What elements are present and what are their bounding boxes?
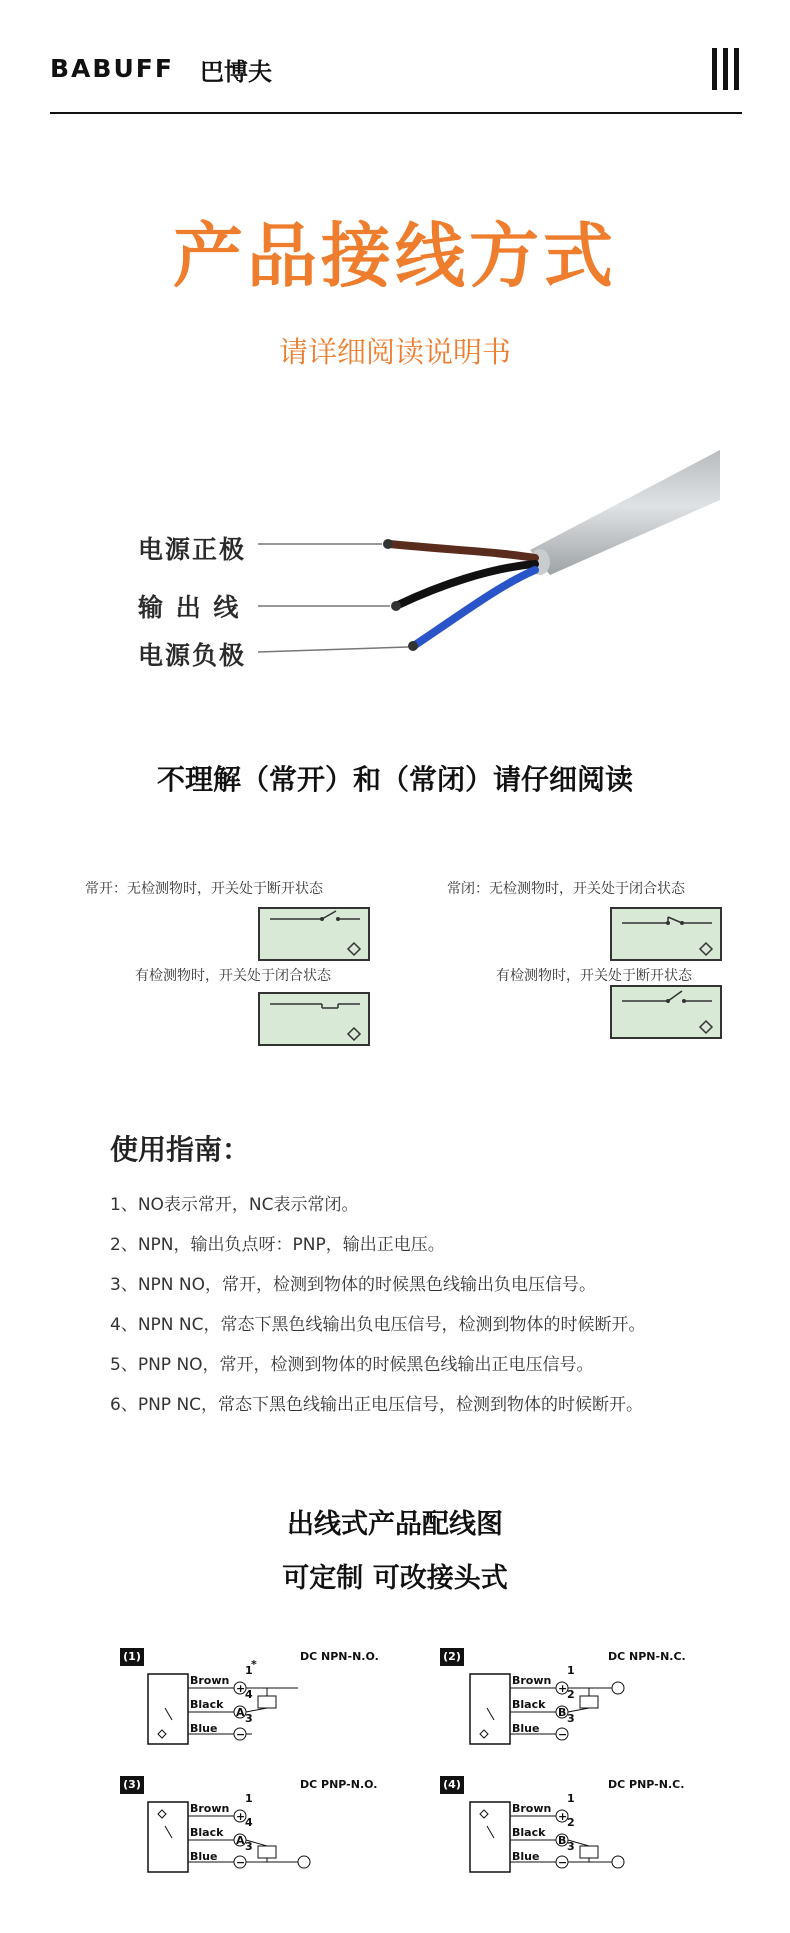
header-divider bbox=[50, 112, 742, 114]
wire-label-negative: 电源负极 bbox=[138, 641, 247, 670]
terminal-symbol: + bbox=[236, 1810, 246, 1823]
diagram-3-number: (3) bbox=[120, 1776, 144, 1794]
page-subtitle: 请详细阅读说明书 bbox=[278, 335, 511, 369]
guide-item: 2、NPN，输出负点呀：PNP，输出正电压。 bbox=[110, 1235, 445, 1255]
terminal-symbol: B bbox=[558, 1834, 567, 1847]
wire-black-label: Black bbox=[512, 1826, 546, 1839]
pin-2: 2 bbox=[567, 1688, 575, 1701]
wire-blue-label: Blue bbox=[190, 1722, 218, 1735]
no-nc-heading: 不理解（常开）和（常闭）请仔细阅读 bbox=[156, 763, 633, 796]
menu-icon[interactable] bbox=[712, 48, 740, 90]
no-switch-open-box bbox=[258, 907, 370, 961]
diagram-2-number: (2) bbox=[440, 1648, 464, 1666]
wire-blue-label: Blue bbox=[512, 1850, 540, 1863]
pin-1: 1 bbox=[567, 1792, 575, 1805]
wire-blue-label: Blue bbox=[512, 1722, 540, 1735]
wire-brown-label: Brown bbox=[190, 1674, 230, 1687]
terminal-symbol: − bbox=[558, 1728, 568, 1741]
brand-chinese-name: 巴博夫 bbox=[200, 58, 272, 86]
pin-1: 1 bbox=[245, 1664, 253, 1677]
diagram-3-label: DC PNP-N.O. bbox=[300, 1778, 378, 1791]
wiring-subtitle: 可定制 可改接头式 bbox=[282, 1563, 508, 1594]
terminal-symbol: − bbox=[236, 1856, 246, 1869]
guide-item: 5、PNP NO，常开，检测到物体的时候黑色线输出正电压信号。 bbox=[110, 1355, 594, 1375]
pin-2: 2 bbox=[567, 1816, 575, 1829]
wire-label-positive: 电源正极 bbox=[138, 535, 247, 564]
wire-black-label: Black bbox=[190, 1826, 224, 1839]
nc-switch-open-box bbox=[610, 985, 722, 1039]
pin-2: 4 bbox=[245, 1688, 253, 1701]
terminal-symbol: A bbox=[236, 1706, 245, 1719]
diagram-4-label: DC PNP-N.C. bbox=[608, 1778, 685, 1791]
guide-item: 1、NO表示常开，NC表示常闭。 bbox=[110, 1195, 359, 1215]
usage-guide-title: 使用指南： bbox=[110, 1133, 251, 1166]
no-state-text-2: 有检测物时，开关处于闭合状态 bbox=[135, 968, 331, 984]
diagram-2-label: DC NPN-N.C. bbox=[608, 1650, 686, 1663]
pin-3: 3 bbox=[245, 1712, 253, 1725]
terminal-symbol: + bbox=[558, 1682, 568, 1695]
terminal-symbol: A bbox=[236, 1834, 245, 1847]
page-title: 产品接线方式 bbox=[173, 215, 617, 297]
diagram-4-number: (4) bbox=[440, 1776, 464, 1794]
wiring-title: 出线式产品配线图 bbox=[287, 1509, 503, 1540]
diagram-1-label: DC NPN-N.O. bbox=[300, 1650, 379, 1663]
no-switch-closed-box bbox=[258, 992, 370, 1046]
wire-brown-label: Brown bbox=[190, 1802, 230, 1815]
pin-2: 4 bbox=[245, 1816, 253, 1829]
diagram-1-number: (1) bbox=[120, 1648, 144, 1666]
cable-photo bbox=[130, 440, 720, 720]
pin-1: 1 bbox=[567, 1664, 575, 1677]
wire-blue-label: Blue bbox=[190, 1850, 218, 1863]
pin-3: 3 bbox=[245, 1840, 253, 1853]
pin-3: 3 bbox=[567, 1840, 575, 1853]
asterisk-mark: * bbox=[251, 1658, 257, 1671]
terminal-symbol: + bbox=[558, 1810, 568, 1823]
guide-item: 6、PNP NC，常态下黑色线输出正电压信号，检测到物体的时候断开。 bbox=[110, 1395, 644, 1415]
guide-item: 3、NPN NO，常开，检测到物体的时候黑色线输出负电压信号。 bbox=[110, 1275, 597, 1295]
terminal-symbol: B bbox=[558, 1706, 567, 1719]
terminal-symbol: − bbox=[558, 1856, 568, 1869]
nc-switch-closed-box bbox=[610, 907, 722, 961]
wire-black-label: Black bbox=[190, 1698, 224, 1711]
diagram-4-wiring bbox=[462, 1796, 642, 1876]
guide-item: 4、NPN NC，常态下黑色线输出负电压信号，检测到物体的时候断开。 bbox=[110, 1315, 646, 1335]
nc-state-text-2: 有检测物时，开关处于断开状态 bbox=[496, 968, 692, 984]
no-state-text-1: 常开：无检测物时，开关处于断开状态 bbox=[85, 881, 323, 897]
terminal-symbol: − bbox=[236, 1728, 246, 1741]
wire-black-label: Black bbox=[512, 1698, 546, 1711]
pin-1: 1 bbox=[245, 1792, 253, 1805]
nc-state-text-1: 常闭：无检测物时，开关处于闭合状态 bbox=[447, 881, 685, 897]
terminal-symbol: + bbox=[236, 1682, 246, 1695]
diagram-2-wiring bbox=[462, 1668, 642, 1748]
brand-logo: BABUFF bbox=[50, 54, 174, 83]
wire-label-output: 输 出 线 bbox=[138, 593, 241, 622]
wire-brown-label: Brown bbox=[512, 1674, 552, 1687]
pin-3: 3 bbox=[567, 1712, 575, 1725]
wire-brown-label: Brown bbox=[512, 1802, 552, 1815]
